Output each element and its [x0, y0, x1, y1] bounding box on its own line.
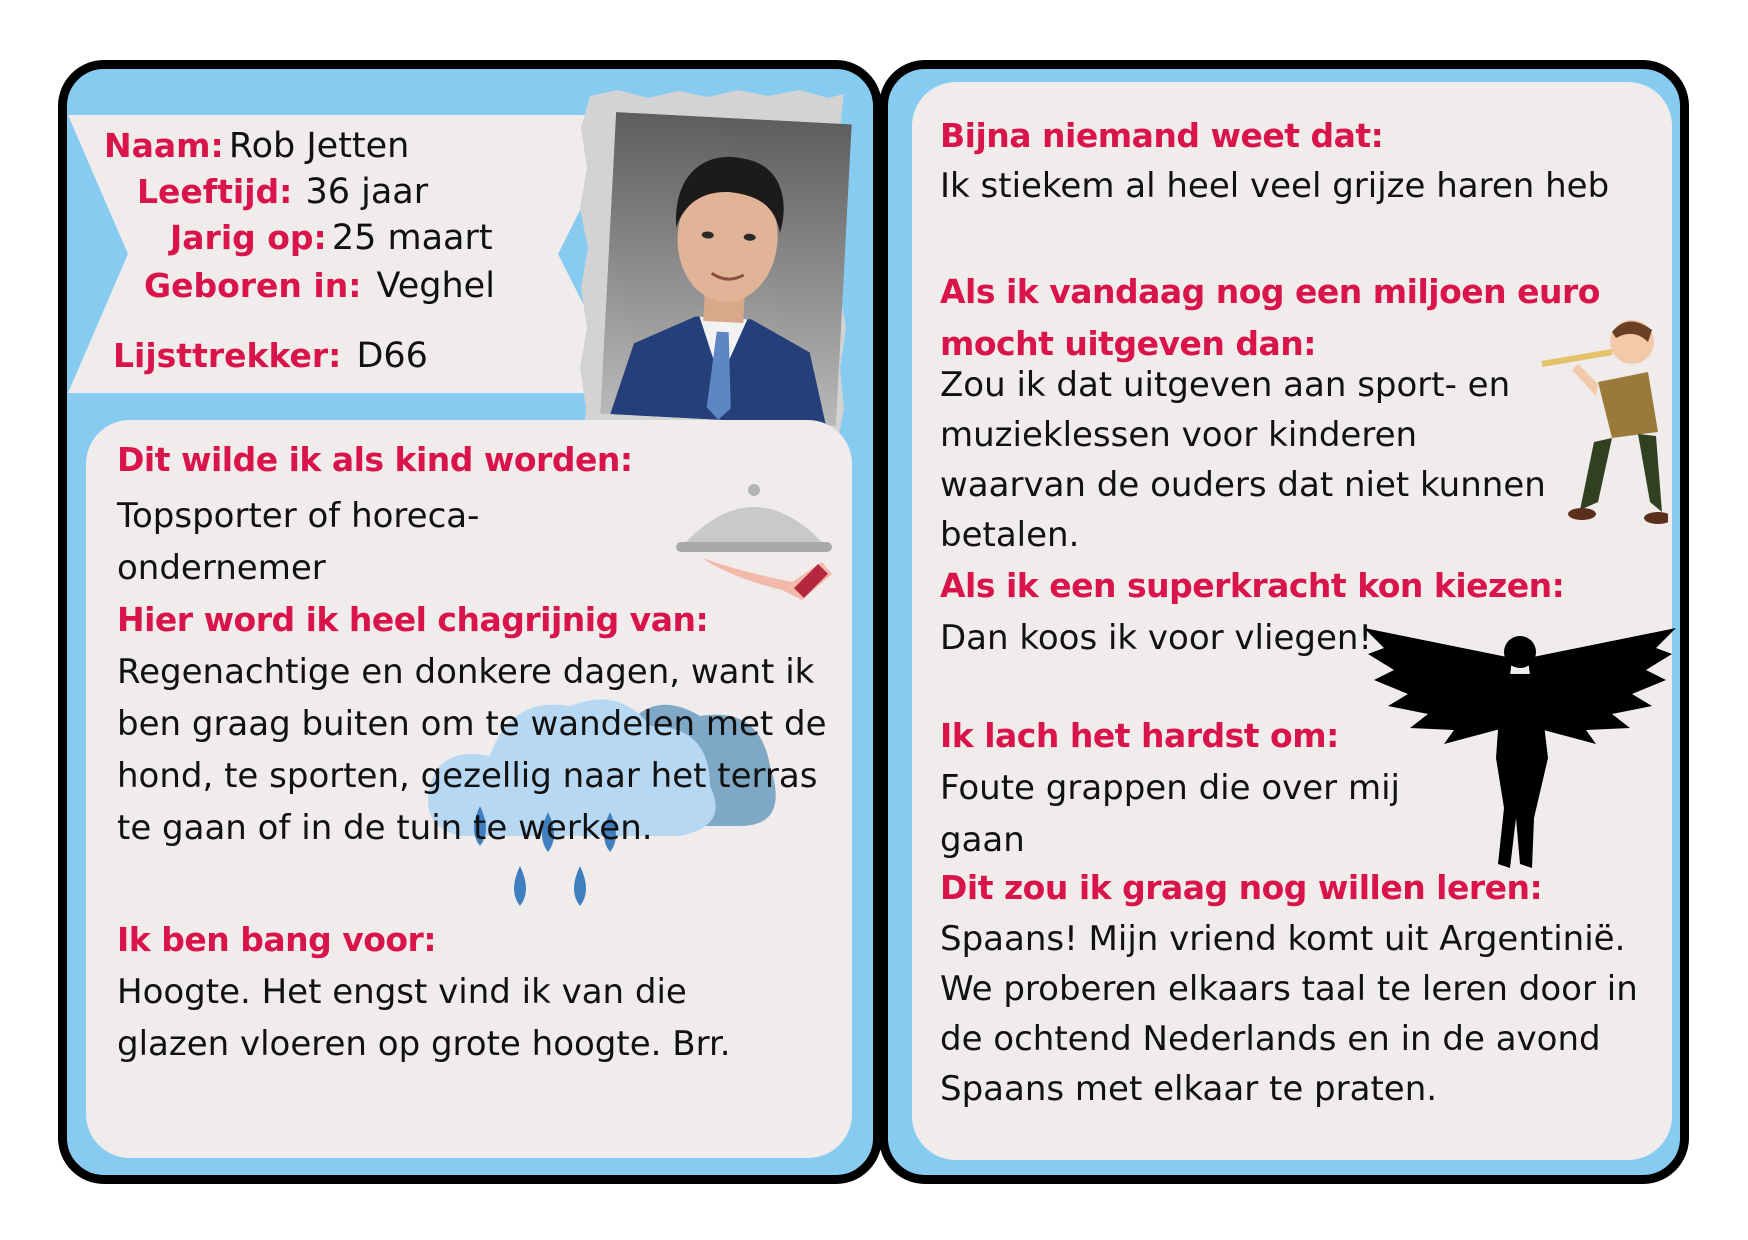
left-a2: Regenachtige en donkere dagen, want ik ben graag buiten om te wandelen met de hond, te sporten, gezellig naar het terras te gaan of in de tuin te werken.	[117, 652, 827, 848]
right-q1: Bijna niemand weet dat:	[940, 116, 1384, 155]
naam-label: Naam:	[104, 126, 224, 165]
left-q3: Ik ben bang voor:	[117, 920, 437, 959]
lijsttrekker-label: Lijsttrekker:	[113, 336, 342, 375]
leeftijd-value: 36 jaar	[305, 172, 429, 212]
left-q1: Dit wilde ik als kind worden:	[117, 440, 633, 479]
leeftijd-label: Leeftijd:	[137, 172, 293, 211]
right-q2: Als ik vandaag nog een miljoen euro mocht uitgeven dan:	[940, 272, 1600, 363]
right-q3: Als ik een superkracht kon kiezen:	[940, 566, 1565, 605]
right-a3: Dan koos ik voor vliegen!	[940, 618, 1373, 658]
left-a1: Topsporter of horeca-ondernemer	[117, 496, 480, 588]
lijsttrekker-value: D66	[356, 336, 428, 376]
right-a2: Zou ik dat uitgeven aan sport- en muzieklessen voor kinderen waarvan de ouders dat niet kunnen betalen.	[940, 365, 1546, 555]
jarig-row	[170, 218, 493, 258]
right-a1: Ik stiekem al heel veel grijze haren heb	[940, 166, 1610, 206]
naam-value: Rob Jetten	[228, 126, 410, 166]
right-a4: Foute grappen die over mij gaan	[940, 768, 1400, 860]
jarig-value: 25 maart	[331, 218, 493, 258]
geboren-label: Geboren in:	[144, 266, 362, 305]
naam-row	[104, 126, 409, 166]
geboren-value: Veghel	[376, 266, 495, 306]
left-a3: Hoogte. Het engst vind ik van die glazen vloeren op grote hoogte. Brr.	[117, 972, 731, 1064]
right-q4: Ik lach het hardst om:	[940, 716, 1339, 755]
right-q5: Dit zou ik graag nog willen leren:	[940, 868, 1543, 907]
leeftijd-row	[137, 172, 428, 212]
portrait-photo	[600, 112, 851, 426]
geboren-row	[144, 266, 495, 306]
left-q2: Hier word ik heel chagrijnig van:	[117, 600, 709, 639]
lijsttrekker-row	[113, 336, 428, 376]
jarig-label: Jarig op:	[170, 218, 327, 257]
cloche-icon	[672, 482, 842, 602]
right-a5: Spaans! Mijn vriend komt uit Argentinië. We proberen elkaars taal te leren door in de ochtend Nederlands en in de avond Spaans met elkaar te praten.	[940, 919, 1638, 1109]
